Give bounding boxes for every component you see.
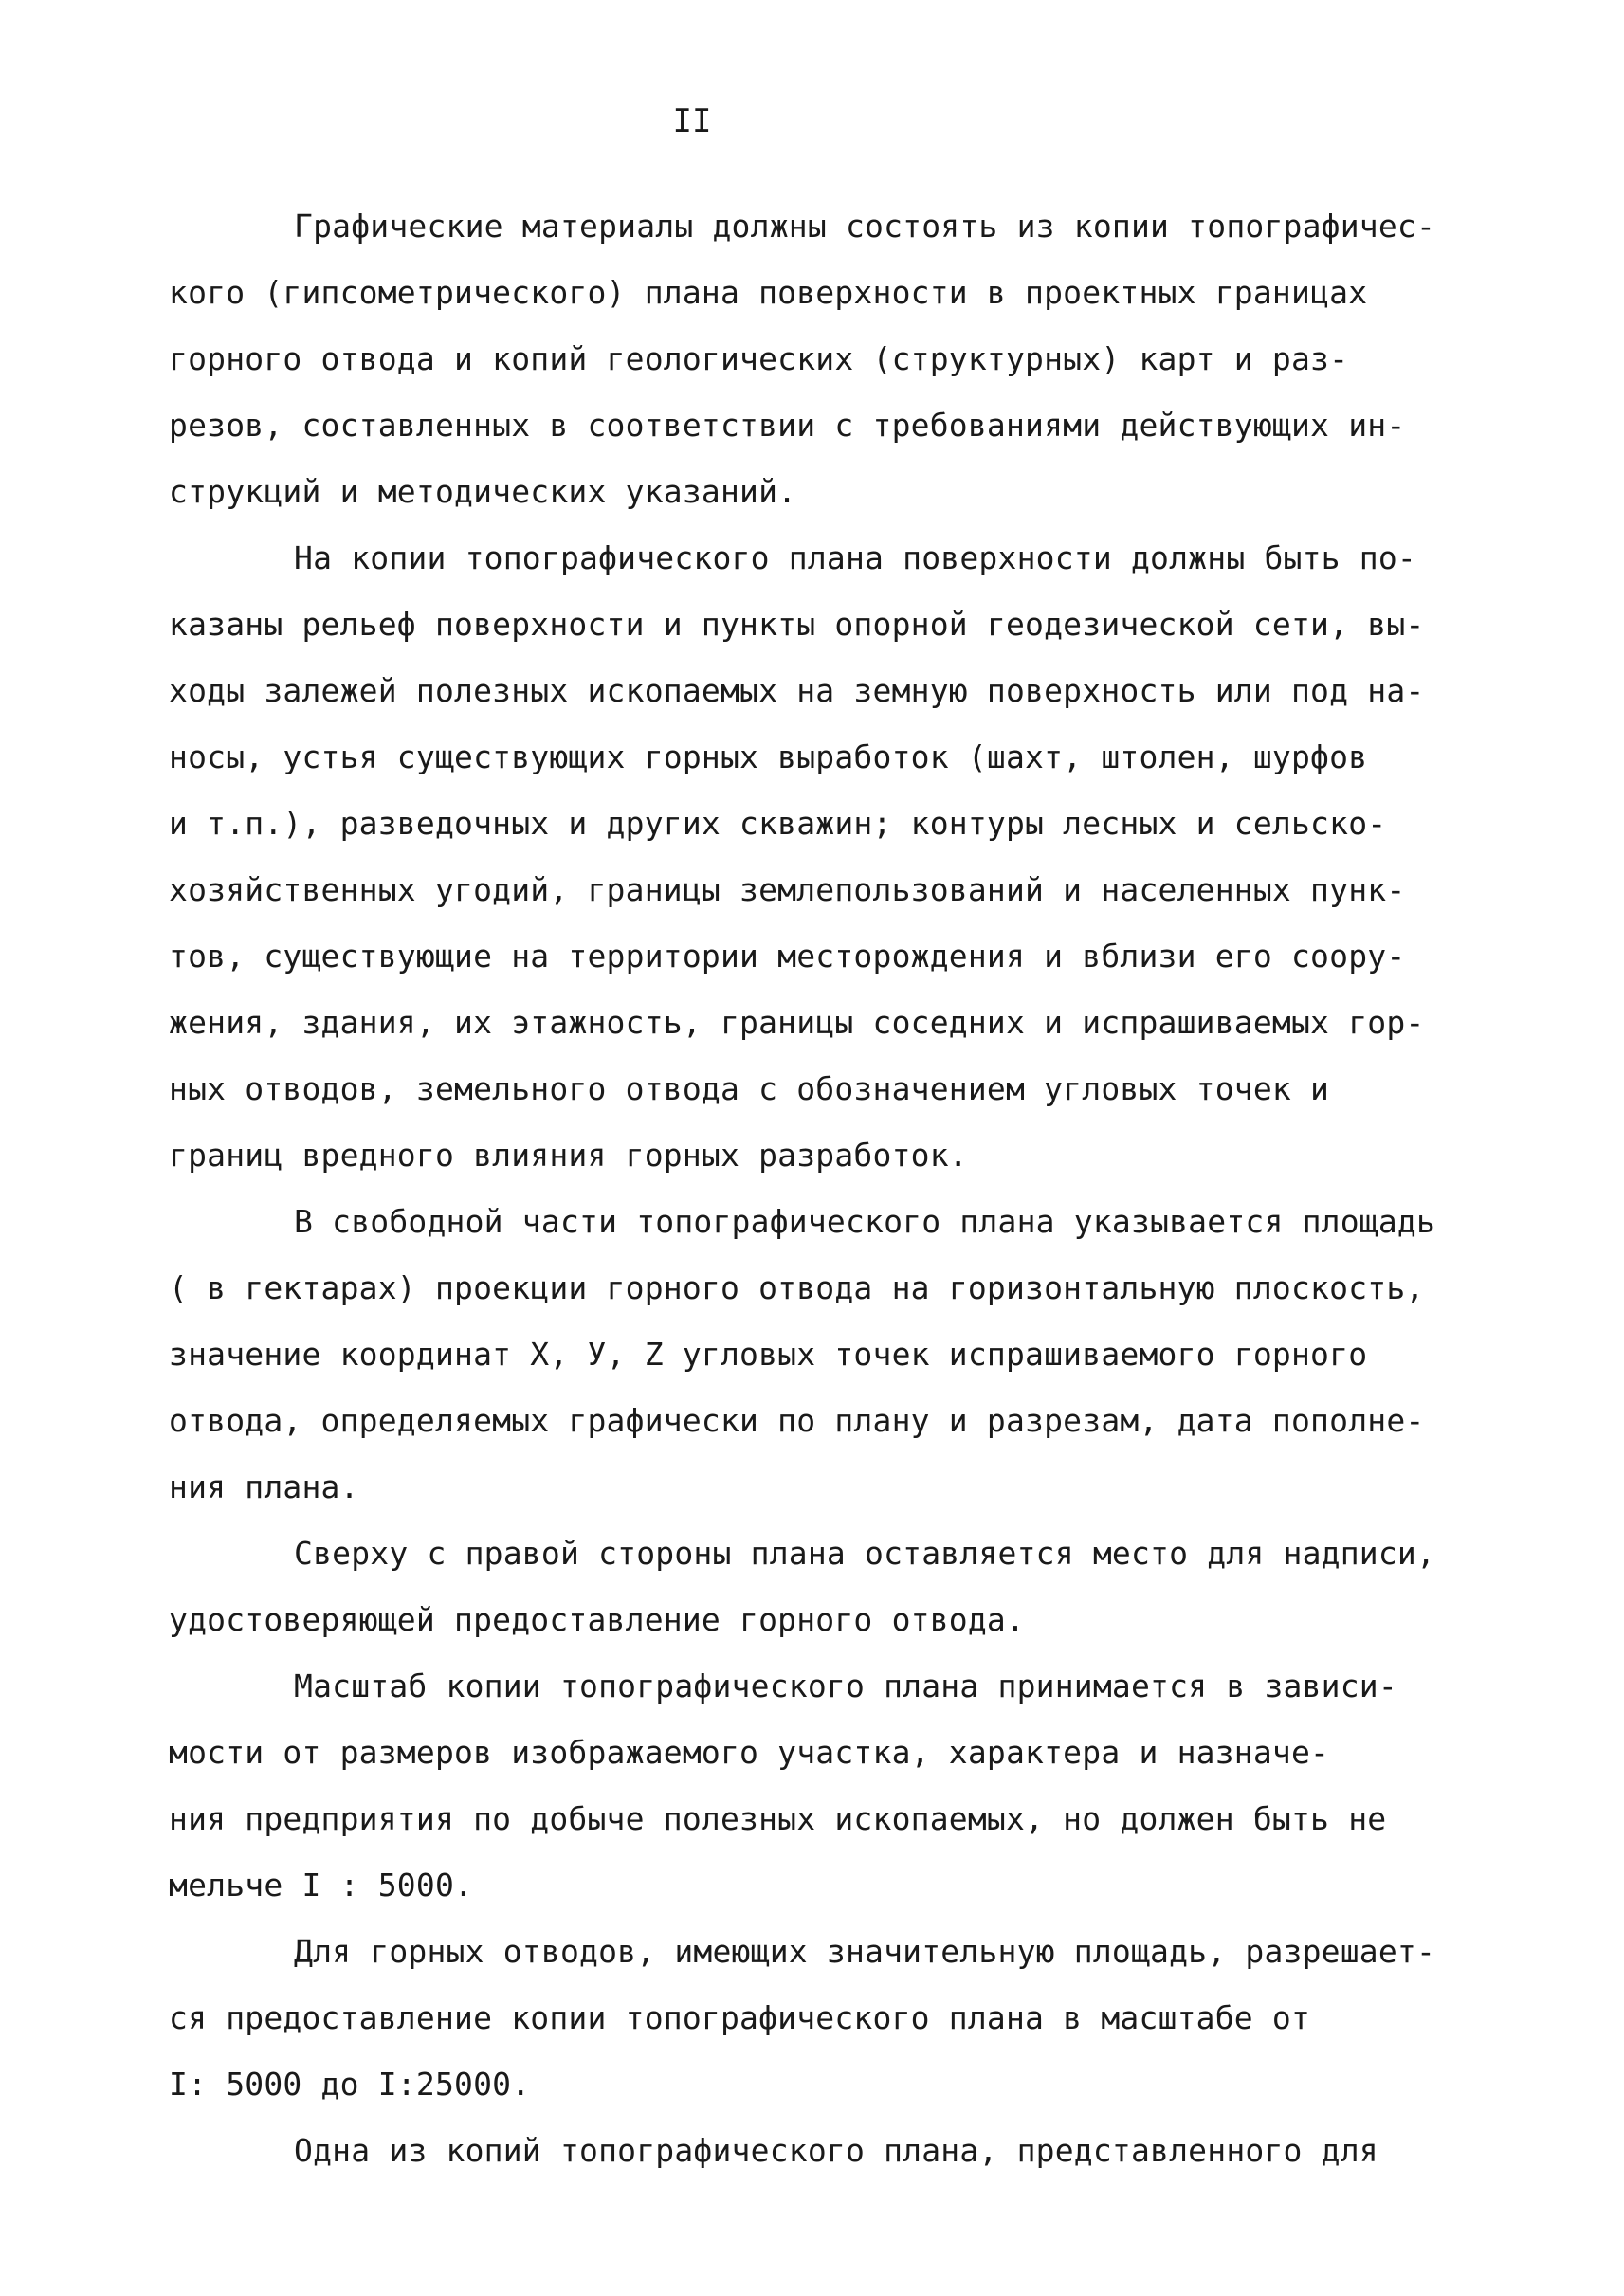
text-line: Для горных отводов, имеющих значительную площадь, разрешает- (294, 1933, 1436, 1970)
text-line: мости от размеров изображаемого участка, характера и назначе- (169, 1734, 1330, 1771)
text-line: В свободной части топографического плана указывается площадь (294, 1203, 1436, 1240)
text-line: I: 5000 до I:25000. (169, 2066, 531, 2103)
text-line: струкций и методических указаний. (169, 473, 797, 510)
text-line: ходы залежей полезных ископаемых на земную поверхность или под на- (169, 672, 1425, 709)
text-line: мельче I : 5000. (169, 1867, 474, 1904)
text-line: отвода, определяемых графически по плану и разрезам, дата пополне- (169, 1402, 1425, 1439)
page-number: II (672, 102, 712, 140)
text-line: носы, устья существующих горных выработок (шахт, штолен, шурфов (169, 738, 1368, 775)
text-line: горного отвода и копий геологических (структурных) карт и раз- (169, 340, 1349, 377)
text-line: Сверху с правой стороны плана оставляется место для надписи, (294, 1535, 1436, 1572)
text-line: хозяйственных угодий, границы землепользований и населенных пунк- (169, 871, 1406, 908)
text-line: жения, здания, их этажность, границы соседних и испрашиваемых гор- (169, 1004, 1425, 1041)
text-line: Масштаб копии топографического плана принимается в зависи- (294, 1667, 1397, 1704)
text-line: удостоверяющей предоставление горного отвода. (169, 1601, 1026, 1638)
text-line: ( в гектарах) проекции горного отвода на горизонтальную плоскость, (169, 1269, 1425, 1306)
text-line: тов, существующие на территории месторождения и вблизи его соору- (169, 938, 1406, 975)
text-line: казаны рельеф поверхности и пункты опорной геодезической сети, вы- (169, 606, 1425, 643)
text-line: ных отводов, земельного отвода с обозначением угловых точек и (169, 1070, 1330, 1107)
text-line: значение координат X, У, Z угловых точек испрашиваемого горного (169, 1336, 1368, 1373)
text-line: границ вредного влияния горных разработок. (169, 1137, 968, 1174)
text-line: На копии топографического плана поверхности должны быть по- (294, 539, 1416, 576)
text-line: ния плана. (169, 1468, 359, 1505)
text-line: Одна из копий топографического плана, представленного для (294, 2132, 1378, 2169)
text-line: резов, составленных в соответствии с требованиями действующих ин- (169, 407, 1406, 444)
text-line: кого (гипсометрического) плана поверхности в проектных границах (169, 274, 1368, 311)
text-line: ся предоставление копии топографического плана в масштабе от (169, 1999, 1311, 2036)
text-line: и т.п.), разведочных и других скважин; контуры лесных и сельско- (169, 805, 1387, 842)
text-line: ния предприятия по добыче полезных ископаемых, но должен быть не (169, 1800, 1387, 1837)
text-line: Графические материалы должны состоять из копии топографичес- (294, 208, 1436, 245)
body-text (169, 193, 1477, 2184)
